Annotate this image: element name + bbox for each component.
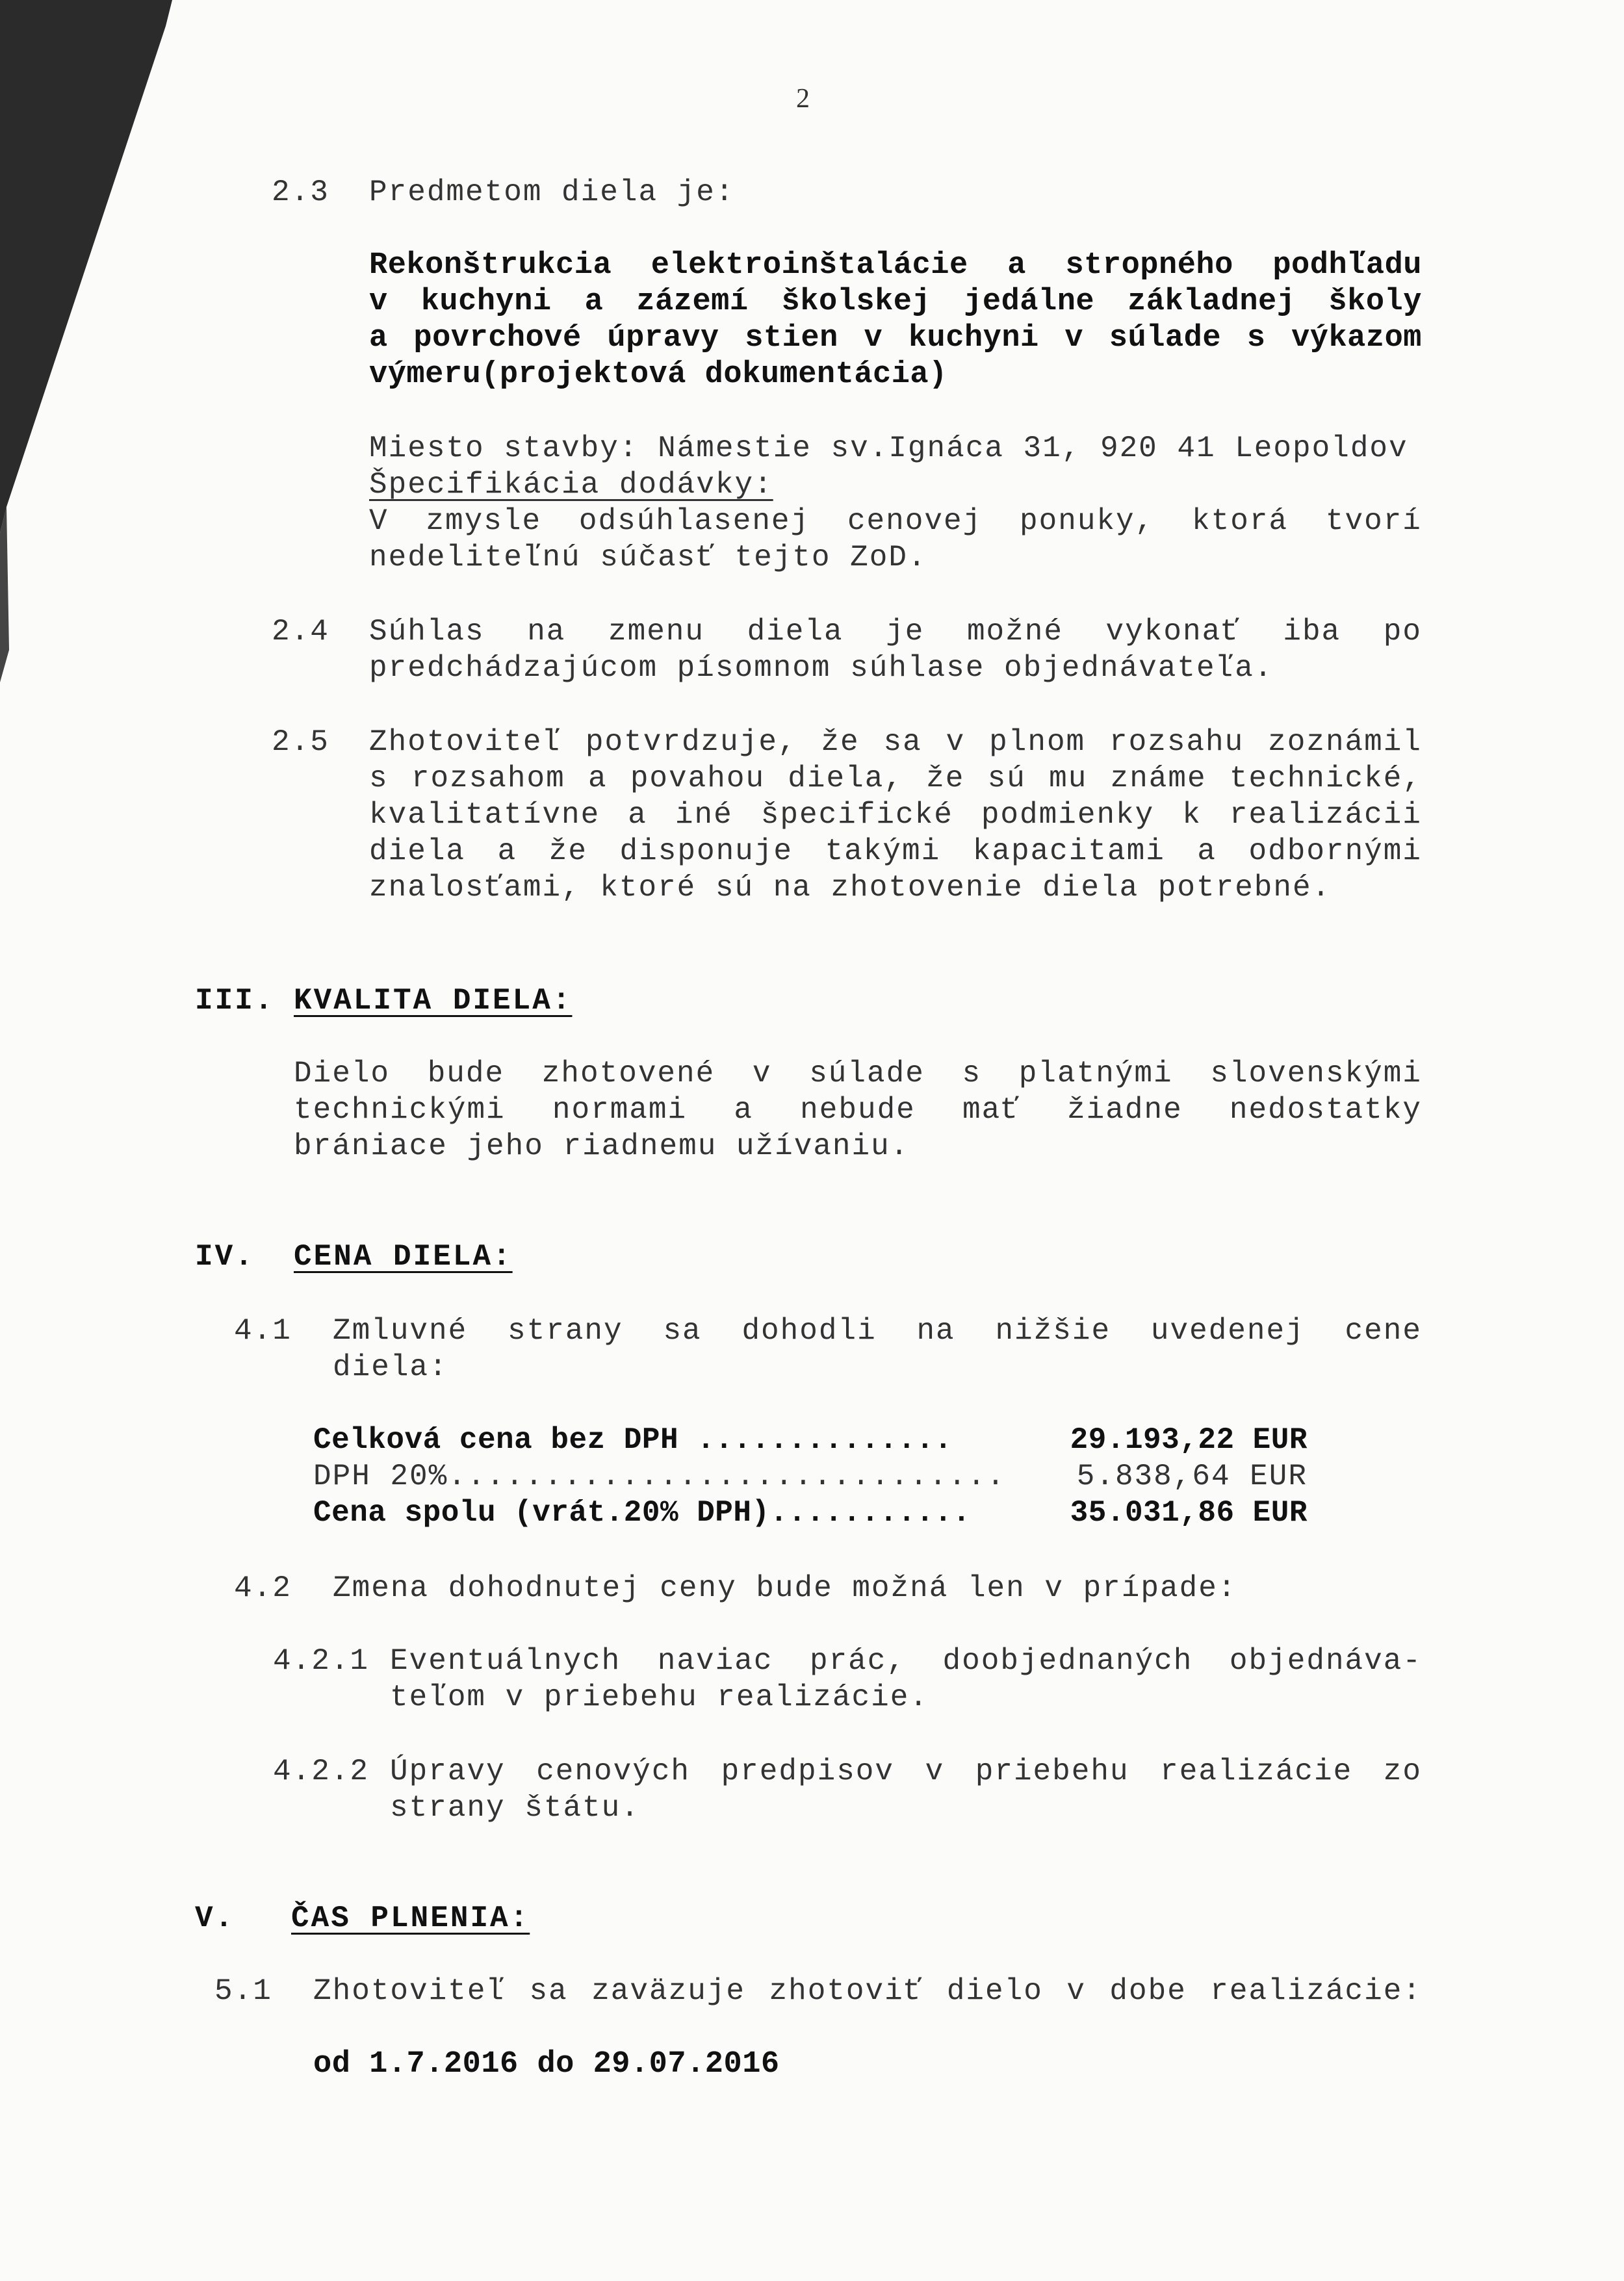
word: takými — [825, 834, 941, 868]
word: mať — [962, 1093, 1020, 1127]
word: platnými — [1018, 1057, 1173, 1090]
section-4-number: IV. — [195, 1240, 255, 1274]
section-4-1-number: 4.1 — [234, 1314, 292, 1348]
section-3-number: III. — [195, 984, 275, 1018]
scan-edge-shadow — [0, 0, 195, 2281]
section-4-2-number: 4.2 — [234, 1571, 292, 1605]
delivery-spec-label: Špecifikácia dodávky: — [369, 468, 773, 502]
word: iba — [1283, 615, 1341, 649]
word: odsúhlasenej — [578, 504, 810, 538]
word: v — [864, 321, 883, 355]
total-price-label: Cena spolu (vrát.20% DPH)........... — [313, 1496, 971, 1530]
word: možné — [966, 615, 1063, 649]
quality-line-1 — [294, 1057, 1422, 1090]
section-2-3-title: Predmetom diela je: — [369, 175, 735, 209]
section-2-5-line-5: znalosťami, ktoré sú na zhotovenie diela potrebné. — [369, 871, 1332, 905]
word: Rekonštrukcia — [369, 248, 612, 283]
word: že — [821, 725, 860, 759]
word: zhotoviť — [769, 1974, 923, 2008]
word: jedálne — [964, 285, 1095, 319]
word: s — [369, 762, 389, 795]
word: zmysle — [426, 504, 542, 538]
word: sa — [663, 1314, 702, 1348]
word: povahou — [630, 762, 766, 795]
page-number: 2 — [796, 84, 810, 114]
section-3-title: KVALITA DIELA: — [294, 984, 573, 1018]
word: a — [1007, 248, 1026, 283]
word: a — [734, 1093, 753, 1127]
word: Eventuálnych — [390, 1644, 621, 1678]
word: že — [548, 834, 587, 868]
word: elektroinštalácie — [651, 248, 968, 283]
word: kapacitami — [972, 834, 1165, 868]
word: diela — [747, 615, 844, 649]
word: odbornými — [1248, 834, 1422, 868]
word: k — [1182, 798, 1202, 832]
word: dobe — [1109, 1974, 1187, 2008]
word: žiadne — [1067, 1093, 1183, 1127]
word: dohodli — [741, 1314, 877, 1348]
word: v — [925, 1755, 945, 1788]
word: objednáva- — [1229, 1644, 1422, 1678]
word: v — [369, 285, 388, 319]
subject-line-4: výmeru(projektová dokumentácia) — [369, 357, 947, 392]
section-2-4-line-2: predchádzajúcom písomnom súhlase objednávateľa. — [369, 651, 1274, 685]
word: rozsahom — [411, 762, 565, 795]
quality-line-3: brániace jeho riadnemu užívaniu. — [294, 1129, 910, 1163]
word: školy — [1328, 285, 1422, 319]
word: školskej — [781, 285, 931, 319]
word: kvalitatívne — [369, 798, 600, 832]
word: Dielo — [294, 1057, 391, 1090]
word: Zmluvné — [333, 1314, 468, 1348]
word: ktorá — [1192, 504, 1289, 538]
word: zázemí — [636, 285, 749, 319]
word: stropného — [1065, 248, 1233, 283]
word: vykonať — [1105, 615, 1241, 649]
word: Úpravy — [390, 1755, 506, 1788]
word: sa — [529, 1974, 568, 2008]
word: realizácie: — [1210, 1974, 1422, 2008]
section-4-2-text: Zmena dohodnutej ceny bude možná len v prípade: — [333, 1571, 1237, 1605]
price-without-vat-value: 29.193,22 EUR — [1070, 1423, 1308, 1457]
word: V — [369, 504, 389, 538]
word: tvorí — [1325, 504, 1422, 538]
section-4-2-2-line-1 — [390, 1755, 1422, 1788]
word: a — [587, 762, 608, 795]
word: je — [886, 615, 925, 649]
word: plnom — [989, 725, 1086, 759]
word: Zhotoviteľ — [369, 725, 562, 759]
word: potvrdzuje, — [585, 725, 797, 759]
construction-site: Miesto stavby: Námestie sv.Ignáca 31, 920 41 Leopoldov — [369, 432, 1408, 465]
subject-line-2 — [369, 285, 1422, 319]
completion-date-range: od 1.7.2016 do 29.07.2016 — [313, 2047, 780, 2081]
section-2-5-number: 2.5 — [272, 725, 329, 759]
word: a — [497, 834, 517, 868]
word: nižšie — [995, 1314, 1111, 1348]
word: Zhotoviteľ — [313, 1974, 506, 2008]
vat-value: 5.838,64 EUR — [1076, 1460, 1308, 1493]
section-5-1-number: 5.1 — [214, 1974, 272, 2008]
word: technické, — [1229, 762, 1422, 795]
word: výkazom — [1291, 321, 1422, 355]
word: že — [926, 762, 965, 795]
section-4-1-line-2: diela: — [333, 1350, 448, 1384]
section-2-5-line-3 — [369, 798, 1422, 832]
word: naviac — [657, 1644, 773, 1678]
section-4-2-1-line-2: teľom v priebehu realizácie. — [390, 1681, 929, 1714]
section-5-number: V. — [195, 1901, 235, 1935]
word: prác, — [809, 1644, 906, 1678]
subject-line-3 — [369, 321, 1422, 355]
word: kuchyni — [908, 321, 1039, 355]
section-2-3-number: 2.3 — [272, 175, 329, 209]
word: cenovej — [847, 504, 983, 538]
word: a — [584, 285, 604, 319]
word: normami — [552, 1093, 688, 1127]
word: v — [1064, 321, 1084, 355]
word: disponuje — [619, 834, 793, 868]
word: doobjednaných — [942, 1644, 1193, 1678]
quality-line-2 — [294, 1093, 1422, 1127]
word: základnej — [1128, 285, 1296, 319]
word: sú — [987, 762, 1026, 795]
section-2-5-line-4 — [369, 834, 1422, 868]
word: zoznámil — [1268, 725, 1422, 759]
section-4-2-2-line-2: strany štátu. — [390, 1791, 640, 1825]
word: predpisov — [721, 1755, 895, 1788]
word: slovenskými — [1210, 1057, 1422, 1090]
word: rozsahu — [1109, 725, 1244, 759]
word: sa — [883, 725, 922, 759]
word: zo — [1383, 1755, 1422, 1788]
vat-label: DPH 20%............................. — [313, 1460, 1006, 1493]
section-4-title: CENA DIELA: — [294, 1240, 513, 1274]
word: nebude — [800, 1093, 916, 1127]
word: cene — [1345, 1314, 1422, 1348]
word: bude — [427, 1057, 505, 1090]
word: po — [1383, 615, 1422, 649]
section-4-2-2-number: 4.2.2 — [273, 1755, 370, 1788]
word: zaväzuje — [591, 1974, 746, 2008]
word: podmienky — [981, 798, 1155, 832]
word: s — [1246, 321, 1266, 355]
subject-line-1 — [369, 248, 1422, 283]
word: iné — [675, 798, 733, 832]
section-2-4-line-1 — [369, 615, 1422, 649]
word: kuchyni — [420, 285, 552, 319]
word: realizácii — [1229, 798, 1422, 832]
word: povrchové — [413, 321, 582, 355]
word: a — [628, 798, 647, 832]
spec-line-1 — [369, 504, 1422, 538]
section-4-2-1-number: 4.2.1 — [273, 1644, 370, 1678]
section-5-1-line — [313, 1974, 1422, 2008]
word: súlade — [809, 1057, 925, 1090]
word: diela — [369, 834, 466, 868]
word: stien — [745, 321, 838, 355]
word: zmenu — [608, 615, 705, 649]
word: Súhlas — [369, 615, 485, 649]
word: zhotovené — [541, 1057, 715, 1090]
section-5-title: ČAS PLNENIA: — [291, 1901, 530, 1935]
word: nedostatky — [1229, 1093, 1422, 1127]
word: a — [1197, 834, 1217, 868]
word: v — [752, 1057, 772, 1090]
word: na — [527, 615, 566, 649]
word: uvedenej — [1150, 1314, 1305, 1348]
word: cenových — [536, 1755, 691, 1788]
section-2-5-line-2 — [369, 762, 1422, 795]
total-price-value: 35.031,86 EUR — [1070, 1496, 1308, 1530]
word: a — [369, 321, 388, 355]
section-2-5-line-1 — [369, 725, 1422, 759]
word: v — [946, 725, 966, 759]
word: podhľadu — [1272, 248, 1422, 283]
spec-line-2: nedeliteľnú súčasť tejto ZoD. — [369, 541, 927, 574]
section-4-2-1-line-1 — [390, 1644, 1422, 1678]
price-without-vat-label: Celková cena bez DPH .............. — [313, 1423, 953, 1457]
word: mu — [1049, 762, 1088, 795]
word: úpravy — [607, 321, 719, 355]
word: realizácie — [1160, 1755, 1353, 1788]
word: špecifické — [760, 798, 953, 832]
section-2-4-number: 2.4 — [272, 615, 329, 649]
word: s — [962, 1057, 982, 1090]
word: na — [916, 1314, 955, 1348]
word: v — [1066, 1974, 1086, 2008]
word: súlade — [1109, 321, 1222, 355]
word: známe — [1110, 762, 1207, 795]
word: ponuky, — [1020, 504, 1155, 538]
word: technickými — [294, 1093, 506, 1127]
word: strany — [508, 1314, 623, 1348]
word: diela, — [788, 762, 903, 795]
word: dielo — [946, 1974, 1043, 2008]
section-4-1-line-1 — [333, 1314, 1422, 1348]
word: priebehu — [975, 1755, 1129, 1788]
